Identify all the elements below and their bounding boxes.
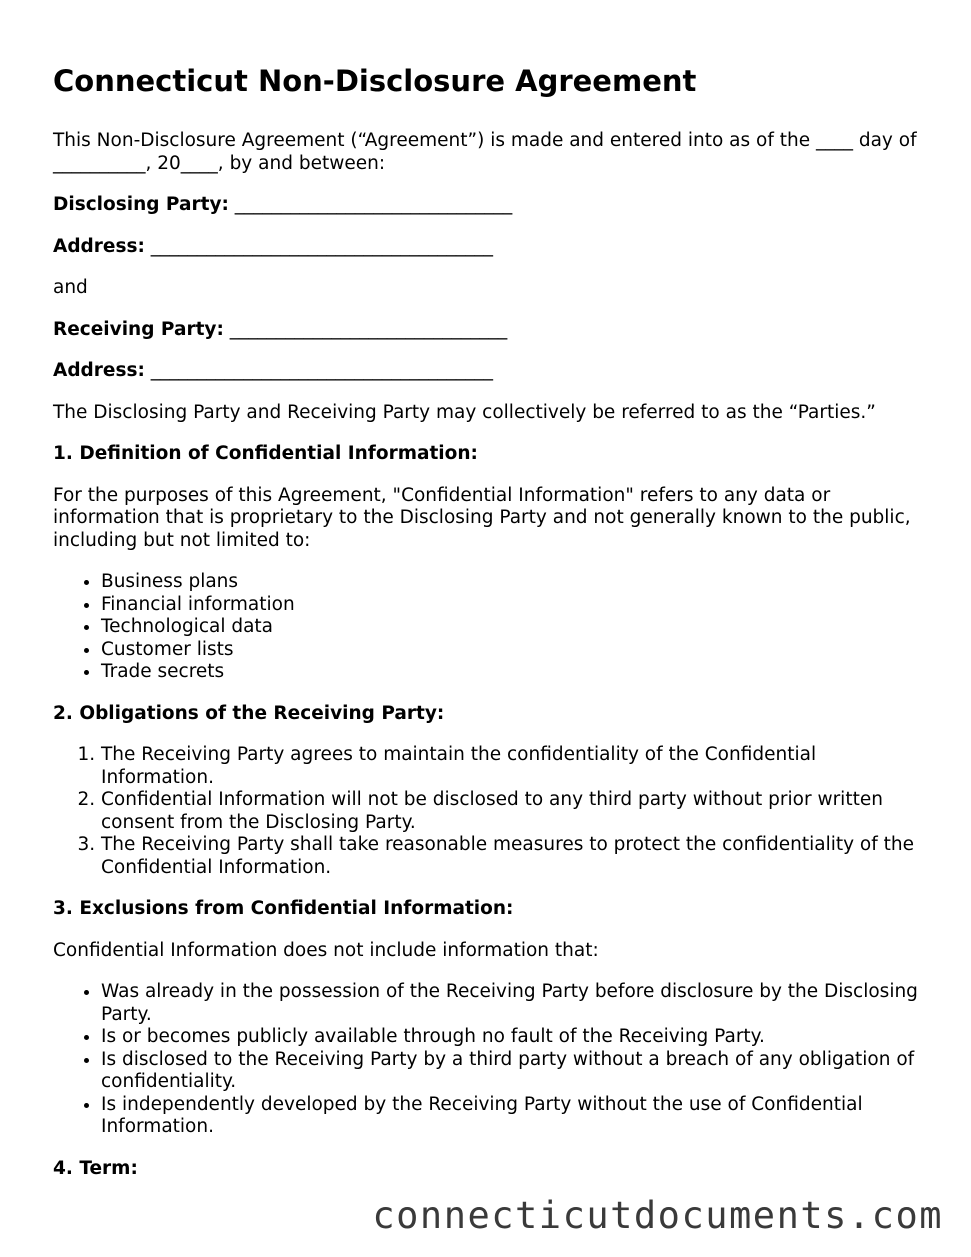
parties-paragraph: The Disclosing Party and Receiving Party may collectively be referred to as the “Parties.”	[53, 401, 876, 423]
disclosing-address-blank: _____________________________________	[144, 235, 494, 257]
and-text: and	[53, 277, 88, 298]
watermark: connecticutdocuments.com	[372, 1194, 943, 1237]
list-item: 1. The Receiving Party agrees to maintain the confidentiality of the Confidential Information.	[101, 744, 923, 789]
list-item: 2. Confidential Information will not be disclosed to any third party without prior written consent from the Disclosing Party.	[101, 789, 923, 834]
list-item: 3. The Receiving Party shall take reasonable measures to protect the confidentiality of the Confidential Information.	[101, 834, 923, 879]
list-item: • Business plans	[101, 571, 923, 594]
list-item: • Trade secrets	[101, 661, 923, 684]
disclosing-party-field	[53, 194, 923, 217]
section-1-list	[53, 571, 923, 684]
document-page	[53, 58, 923, 1199]
document-title: Connecticut Non-Disclosure Agreement	[53, 64, 697, 98]
receiving-address-label: Address:	[53, 360, 145, 381]
section-1-text: For the purposes of this Agreement, "Confidential Information" refers to any data or information that is proprietary to the Disclosing Party and not generally known to the public, including but not limited to:	[53, 484, 911, 551]
list-item: • Technological data	[101, 616, 923, 639]
section-4-title: 4. Term:	[53, 1157, 138, 1179]
disclosing-party-label: Disclosing Party:	[53, 194, 229, 215]
section-2-list	[53, 744, 923, 879]
list-item: • Is independently developed by the Receiving Party without the use of Confidential Information.	[101, 1094, 923, 1139]
disclosing-address-label: Address:	[53, 235, 145, 257]
list-item: • Was already in the possession of the Receiving Party before disclosure by the Disclosing Party.	[101, 981, 923, 1026]
list-item: • Financial information	[101, 594, 923, 617]
list-item: • Is or becomes publicly available through no fault of the Receiving Party.	[101, 1026, 923, 1049]
receiving-party-label: Receiving Party:	[53, 318, 224, 340]
section-1-title: 1. Definition of Confidential Information:	[53, 443, 478, 464]
receiving-party-blank: ______________________________	[223, 318, 508, 340]
section-3-title: 3. Exclusions from Confidential Information:	[53, 898, 514, 919]
receiving-party-field	[53, 319, 923, 342]
section-3-text: Confidential Information does not include information that:	[53, 939, 599, 961]
list-item: • Customer lists	[101, 639, 923, 662]
receiving-address-field	[53, 360, 923, 383]
disclosing-address-field	[53, 236, 923, 259]
disclosing-party-blank: ______________________________	[228, 194, 513, 215]
section-3-list	[53, 981, 923, 1139]
list-item: • Is disclosed to the Receiving Party by a third party without a breach of any obligation of confidentiality.	[101, 1049, 923, 1094]
section-2-title: 2. Obligations of the Receiving Party:	[53, 702, 445, 724]
intro-paragraph: This Non-Disclosure Agreement (“Agreement”) is made and entered into as of the ____ day of __________, 20____, by and between:	[53, 130, 917, 174]
receiving-address-blank: _____________________________________	[144, 360, 494, 381]
